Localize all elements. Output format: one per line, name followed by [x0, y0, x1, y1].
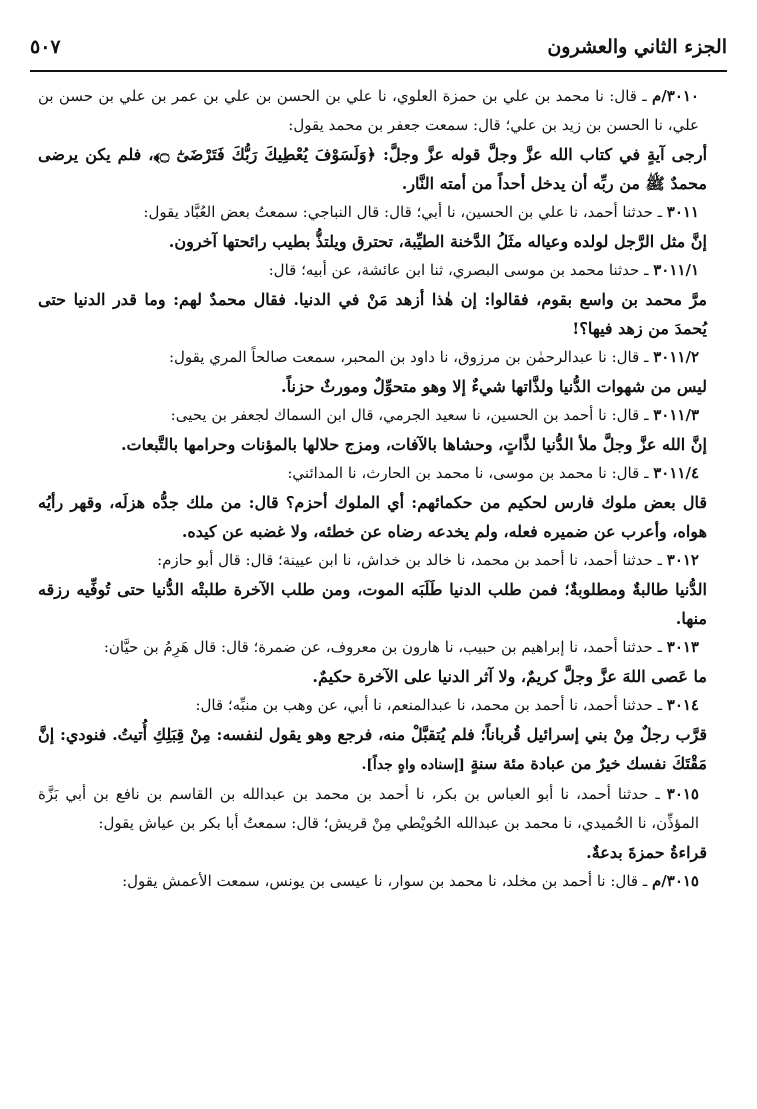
entry-number: ٣٠١٥/م	[652, 872, 699, 890]
entry-number: ٣٠١٤	[666, 696, 699, 714]
entry-number: ٣٠١٣	[666, 638, 699, 656]
text-3010m: أرجى آيةٍ في كتاب الله عزَّ وجلَّ قوله عزَّ وجلَّ: ﴿وَلَسَوْفَ يُعْطِيكَ رَبُّكَ فَتَرْضَىٰٓ ۝﴾، فلم يكن يرضى محمدٌ ﷺ من ربِّه أن يدخل أحداً من أمته النَّار.	[38, 145, 708, 193]
isnad: ـ حدثنا أحمد، نا علي بن الحسين، نا أبي؛ قال: قال النباجي: سمعتُ بعض العُبَّاد يقول:	[143, 203, 667, 221]
entry-number: ٣٠١١/١	[653, 261, 699, 279]
narration-3011-2	[38, 343, 717, 372]
narration-3015	[38, 780, 717, 838]
text-3011-2: ليس من شهوات الدُّنيا ولذَّاتها شيءٌ إلا وهو متحوِّلٌ ومورثٌ حزناً.	[281, 377, 707, 396]
text-3011-3: إنَّ الله عزَّ وجلَّ ملأ الدُّنيا لذَّاتٍ، وحشاها بالآفات، ومزج حلالها بالمؤنات وحرامها بالتَّبعات.	[120, 435, 707, 454]
narration-3010m	[38, 82, 717, 140]
narration-3011-1	[38, 256, 717, 285]
narration-3011	[38, 198, 717, 227]
entry-number: ٣٠١٠/م	[652, 87, 699, 105]
text-3015: قراءةُ حمزةَ بدعةٌ.	[586, 843, 707, 862]
narration-3013	[38, 633, 717, 662]
text-3011-1: مرَّ محمد بن واسع بقوم، فقالوا: إن هٰذا أزهد مَنْ في الدنيا. فقال محمدٌ لهم: وما قدر الدنيا حتى يُحمدَ من زهد فيها؟!	[38, 290, 707, 338]
text-3011: إنَّ مثل الرَّجل لولده وعياله مثَلُ الدَّخنة الطيِّبة، تحترق ويلتذُّ بطيب رائحتها آخرون.	[168, 232, 707, 251]
isnad: ـ قال: نا محمد بن علي بن حمزة العلوي، نا علي بن الحسن بن علي بن عمر بن علي بن حسن بن علي، نا الحسن بن زيد بن علي؛ قال: سمعت جعفر بن محمد يقول:	[38, 87, 699, 134]
grading-note: [إسناده واهٍ جداً].	[361, 757, 465, 773]
isnad: ـ قال: نا أحمد بن الحسين، نا سعيد الجرمي، قال ابن السماك لجعفر بن يحيى:	[170, 406, 654, 424]
isnad: ـ حدثنا أحمد، نا أبو العباس بن بكر، نا أحمد بن محمد بن عبدالله بن القاسم بن نافع بن أبي بَزَّة المؤذِّن، نا الحُميدي، نا محمد بن عبدالله الحُويْطي مِنْ قريش؛ قال: سمعتُ أبا بكر بن عياش يقول:	[38, 785, 699, 832]
text-body: قرَّب رجلٌ مِنْ بني إسرائيل قُرباناً؛ فلم يُتقبَّلْ منه، فرجع وهو يقول لنفسه: مِنْ قِبَلِكِ أُتيتُ. فنودي: إنَّ مَقْتَكَ نفسك خيرٌ من عبادة مئة سنةٍ	[38, 725, 707, 773]
isnad: ـ قال: نا أحمد بن مخلد، نا محمد بن سوار، نا عيسى بن يونس، سمعت الأعمش يقول:	[122, 872, 652, 890]
header-divider	[30, 70, 727, 72]
text-3013: ما عَصى اللهَ عزَّ وجلَّ كريمٌ، ولا آثر الدنيا على الآخرة حكيمٌ.	[312, 667, 707, 686]
entry-number: ٣٠١٥	[666, 785, 699, 803]
entry-number: ٣٠١١	[666, 203, 699, 221]
entry-number: ٣٠١١/٢	[653, 348, 699, 366]
entry-number: ٣٠١١/٤	[653, 464, 699, 482]
text-3014	[38, 720, 717, 780]
isnad: ـ قال: نا عبدالرحمٰن بن مرزوق، نا داود بن المحبر، سمعت صالحاً المري يقول:	[168, 348, 654, 366]
text-3012: الدُّنيا طالبةٌ ومطلوبةٌ؛ فمن طلب الدنيا طَلَبَه الموت، ومن طلب الآخرة طلبتْه الدُّنيا حتى تُوفِّيه رزقه منها.	[38, 580, 707, 628]
isnad: ـ قال: نا محمد بن موسى، نا محمد بن الحارث، نا المدائني:	[287, 464, 654, 482]
narration-3012	[38, 546, 717, 575]
narration-3011-3	[38, 401, 717, 430]
narration-3014	[38, 691, 717, 720]
isnad: ـ حدثنا محمد بن موسى البصري، ثنا ابن عائشة، عن أبيه؛ قال:	[268, 261, 654, 279]
entry-number: ٣٠١١/٣	[653, 406, 699, 424]
running-title: الجزء الثاني والعشرون	[547, 36, 727, 58]
page-header	[30, 36, 727, 64]
isnad: ـ حدثنا أحمد، نا أحمد بن محمد، نا عبدالمنعم، نا أبي، عن وهب بن منبِّه؛ قال:	[195, 696, 667, 714]
narration-3011-4	[38, 459, 717, 488]
entry-number: ٣٠١٢	[666, 551, 699, 569]
isnad: ـ حدثنا أحمد، نا إبراهيم بن حبيب، نا هارون بن معروف، عن ضمرة؛ قال: قال هَرِمُ بن حيَّان:	[103, 638, 667, 656]
text-3011-4: قال بعض ملوك فارس لحكيم من حكمائهم: أي الملوك أحزم؟ قال: من ملك جدُّه هزلَه، وقهر رأيُه هواه، وأعرب عن ضميره فعله، ولم يخدعه رضاه عن خطئه، ولا غضبه عن كيده.	[38, 493, 707, 541]
narration-3015m	[38, 867, 717, 896]
page-number: ٥٠٧	[30, 36, 61, 58]
page-body	[38, 82, 717, 896]
isnad: ـ حدثنا أحمد، نا أحمد بن محمد، نا خالد بن خداش، نا ابن عيينة؛ قال: قال أبو حازم:	[157, 551, 667, 569]
